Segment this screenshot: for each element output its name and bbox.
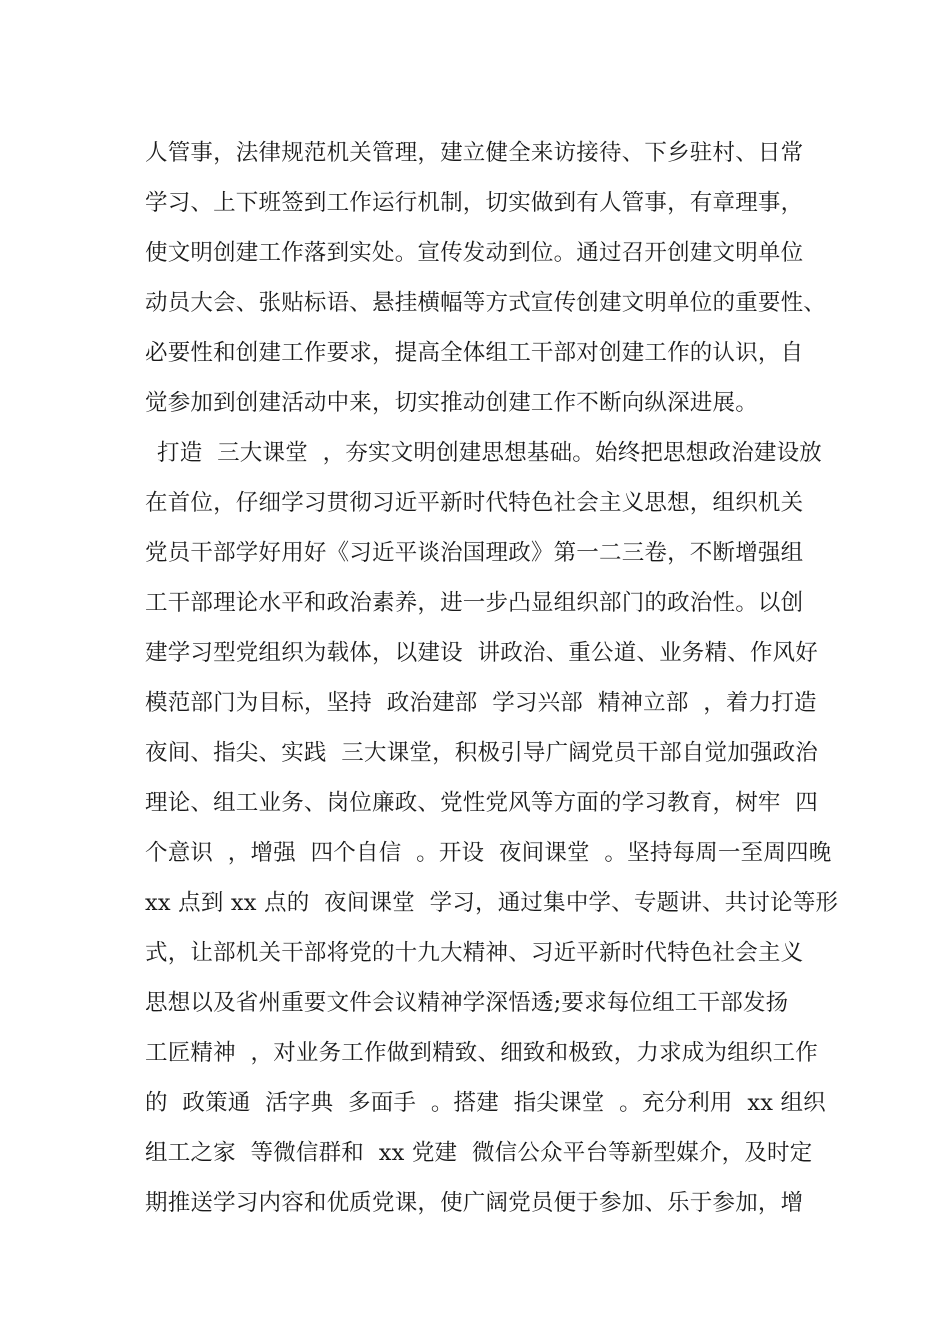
text-line: xx 点到 xx 点的 夜间课堂 学习，通过集中学、专题讲、共讨论等形 [145, 890, 839, 916]
body-text [145, 128, 845, 1228]
text-line: 的 政策通 活字典 多面手 。搭建 指尖课堂 。充分利用 xx 组织 [145, 1090, 826, 1116]
text-line: 必要性和创建工作要求，提高全体组工干部对创建工作的认识，自 [145, 340, 804, 366]
text-line: 人管事，法律规范机关管理，建立健全来访接待、下乡驻村、日常 [145, 140, 804, 166]
text-line: 工匠精神 ，对业务工作做到精致、细致和极致，力求成为组织工作 [145, 1040, 819, 1066]
text-line: 动员大会、张贴标语、悬挂横幅等方式宣传创建文明单位的重要性、 [145, 290, 827, 316]
text-line: 使文明创建工作落到实处。宣传发动到位。通过召开创建文明单位 [145, 240, 804, 266]
text-line: 在首位，仔细学习贯彻习近平新时代特色社会主义思想，组织机关 [145, 490, 804, 516]
text-line: 期推送学习内容和优质党课，使广阔党员便于参加、乐于参加，增 [145, 1190, 804, 1216]
text-line: 工干部理论水平和政治素养，进一步凸显组织部门的政治性。以创 [145, 590, 804, 616]
text-line: 党员干部学好用好《习近平谈治国理政》第一二三卷，不断增强组 [145, 540, 804, 566]
text-line: 理论、组工业务、岗位廉政、党性党风等方面的学习教育，树牢 四 [145, 790, 819, 816]
text-line: 学习、上下班签到工作运行机制，切实做到有人管事，有章理事， [145, 190, 804, 216]
text-line: 个意识 ，增强 四个自信 。开设 夜间课堂 。坚持每周一至周四晚 [145, 840, 832, 866]
text-line: 模范部门为目标，坚持 政治建部 学习兴部 精神立部 ，着力打造 [145, 690, 817, 716]
text-line: 式，让部机关干部将党的十九大精神、习近平新时代特色社会主义 [145, 940, 804, 966]
text-line: 组工之家 等微信群和 xx 党建 微信公众平台等新型媒介，及时定 [145, 1140, 813, 1166]
paragraph-start-line: 打造 三大课堂 ，夯实文明创建思想基础。始终把思想政治建设放 [157, 440, 823, 466]
text-line: 建学习型党组织为载体，以建设 讲政治、重公道、业务精、作风好 [145, 640, 819, 666]
text-line: 夜间、指尖、实践 三大课堂，积极引导广阔党员干部自觉加强政治 [145, 740, 819, 766]
text-line: 思想以及省州重要文件会议精神学深悟透;要求每位组工干部发扬 [145, 990, 789, 1016]
text-line: 觉参加到创建活动中来，切实推动创建工作不断向纵深进展。 [145, 390, 758, 416]
